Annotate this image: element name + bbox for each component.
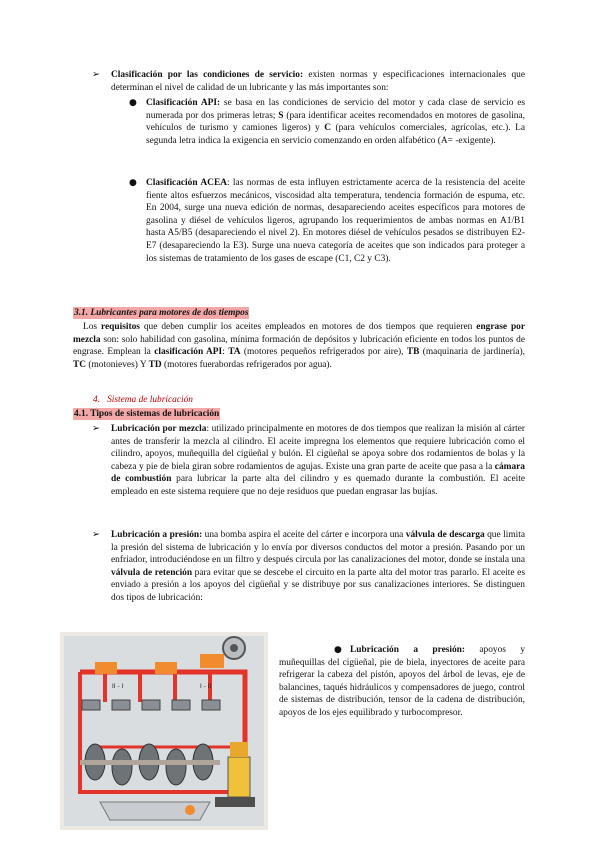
lubrication-diagram [60, 632, 268, 830]
heading-3-1: 3.1. Lubricantes para motores de dos tiempos [74, 308, 249, 318]
diagram-label-b: I - II [200, 683, 212, 690]
heading-4-1: 4.1. Tipos de sistemas de lubricación [74, 409, 220, 419]
text-dt-8: (motores fuerabordas refrigerados por agua). [161, 359, 332, 370]
text-dt-4: : [222, 347, 229, 358]
term-valvula-descarga: válvula de descarga [405, 530, 485, 540]
term-camara-combustion: cámara de combustión [111, 461, 525, 485]
text-dt-3: son: solo habilidad con gasolina, mínima formación de depósitos y lubricación eficiente en todos los puntos de engrase. Emplean la [73, 334, 525, 358]
text-presion-1: una bomba aspira el aceite del cárter e incorpora una [202, 530, 406, 540]
term-requisitos: requisitos [101, 322, 140, 332]
paragraph-dos-tiempos [73, 321, 525, 371]
bullet-dot-icon: ● [129, 98, 137, 108]
text-api-1: se basa en las condiciones de servicio del motor y cada clase de servicio es numerada por dos primeras letras; [146, 98, 526, 121]
text-mezcla-1: : utilizado principalmente en motores de dos tiempos que realizan la misión al cárter antes de transferir la mezcla al cilindro. El aceite impregna los elementos que requiere lubricación como el cilindro, apoyos, muñequilla del cigüeñal y bulón. El cigüeñal se apoya sobre dos rodamientos de bolas y la cabeza y pie de biela giran sobre rodamientos de agujas. Existe una gran parte de aceite que pasa a la [111, 424, 525, 472]
term-td: TD [148, 359, 162, 370]
term-s: S [278, 110, 284, 121]
paragraph-lubricacion-mezcla [111, 423, 525, 499]
text-dt-7: (motonieves) Y [86, 359, 149, 370]
text-mezcla-2: para lubricar la parte alta del cilindro y es quemado durante la combustión. El aceite empleado en este sistema requiere que no deje residuos que puedan engrasar las bujías. [111, 474, 525, 497]
arrow-bullet-icon: ➢ [92, 423, 100, 434]
text-dt-5: (motores pequeños refrigerados por aire), [240, 347, 407, 358]
term-c: C [324, 123, 331, 134]
text-api-3: (para vehículos comerciales, agrícolas, etc.). La segunda letra indica la exigencia en servicio comenzando en orden alfabético (A= -exigente). [146, 123, 525, 146]
arrow-bullet-icon: ➢ [92, 529, 100, 540]
term-clasificacion-api: clasificación API [154, 347, 223, 358]
text-dt-1: Los [83, 322, 102, 332]
arrow-bullet-icon: ➢ [92, 69, 100, 80]
term-lubricacion-presion-2: Lubricación a presión: [350, 645, 466, 655]
term-engrase-mezcla: engrase por mezcla [73, 322, 526, 345]
paragraph-condiciones-servicio [111, 69, 525, 94]
paragraph-lubricacion-presion [111, 529, 525, 605]
term-api: Clasificación API: [146, 98, 221, 108]
term-tb: TB [406, 347, 420, 358]
paragraph-presion-puntos [279, 644, 525, 720]
text-api-2: (para identificar aceites recomendados en motores de gasolina, vehículos de turismo y camiones ligeros) y [146, 110, 525, 134]
paragraph-api [146, 97, 525, 147]
text-condiciones: existen normas y especificaciones internacionales que determinan el nivel de calidad de un lubricante y las más importantes son: [111, 70, 525, 93]
bullet-dot-icon: ● [129, 178, 137, 188]
term-ta: TA [228, 347, 241, 358]
text-acea: : las normas de esta influyen estrictamente acerca de la resistencia del aceite fiente altos esfuerzos mecánicos, viscosidad alta temperatura, tendencia formación de espuma, etc. En 2004, surge una nueva edición de normas, desapareciendo aceites específicos para motores de gasolina y diésel de vehículos ligeros, agrupando los requerimientos de ambas normas en A1/B1 hasta A5/B5 (desapareciendo el nivel 2). En motores diésel de vehículos pesados se distribuyen E2-E7 (desapareciendo la E3). Surge una nueva categoría de aceites que son indicados para proteger a los sistemas de tratamiento de los gases de escape (C1, C2 y C3). [146, 178, 525, 264]
term-condiciones-servicio: Clasificación por las condiciones de servicio: [111, 70, 304, 80]
term-valvula-retencion: válvula de retención [111, 567, 193, 578]
diagram-label-a: II - I [112, 683, 124, 690]
bullet-dot-icon: ● [334, 645, 342, 655]
text-presion-3: para evitar que se descebe el circuito en la parte alta del motor tras pararlo. El aceite es enviado a presión a los apoyos del cigüeñal y se distribuye por sus canalizaciones interiores. Se distinguen dos tipos de lubricación: [111, 567, 525, 603]
text-presion-2: que limita la presión del sistema de lubricación y lo envía por diversos conductos del motor a presión. Pasando por un enfriador, introduciéndose en un filtro y después circula por las canalizaciones del motor, donde se instala una [111, 530, 525, 566]
heading-4: 4. Sistema de lubricación [93, 395, 193, 405]
text-presion2: apoyos y muñequillas del cigüeñal, pie de biela, inyectores de aceite para refrigerar la cabeza del pistón, apoyos del árbol de levas, eje de balancines, taqués hidráulicos y compensadores de juego, control de sistemas de distribución, tensor de la cadena de distribución, apoyos de los ejes equilibrado y turbocompresor. [279, 645, 526, 718]
text-dt-2: que deben cumplir los aceites empleados en motores de dos tiempos que requieren [139, 322, 477, 332]
term-tc: TC [73, 359, 87, 370]
text-dt-6: (maquinaria de jardinería), [419, 347, 526, 358]
term-lubricacion-mezcla: Lubricación por mezcla [111, 424, 207, 434]
term-acea: Clasificación ACEA [146, 178, 227, 188]
paragraph-acea [146, 177, 525, 265]
term-lubricacion-presion: Lubricación a presión: [111, 530, 203, 540]
